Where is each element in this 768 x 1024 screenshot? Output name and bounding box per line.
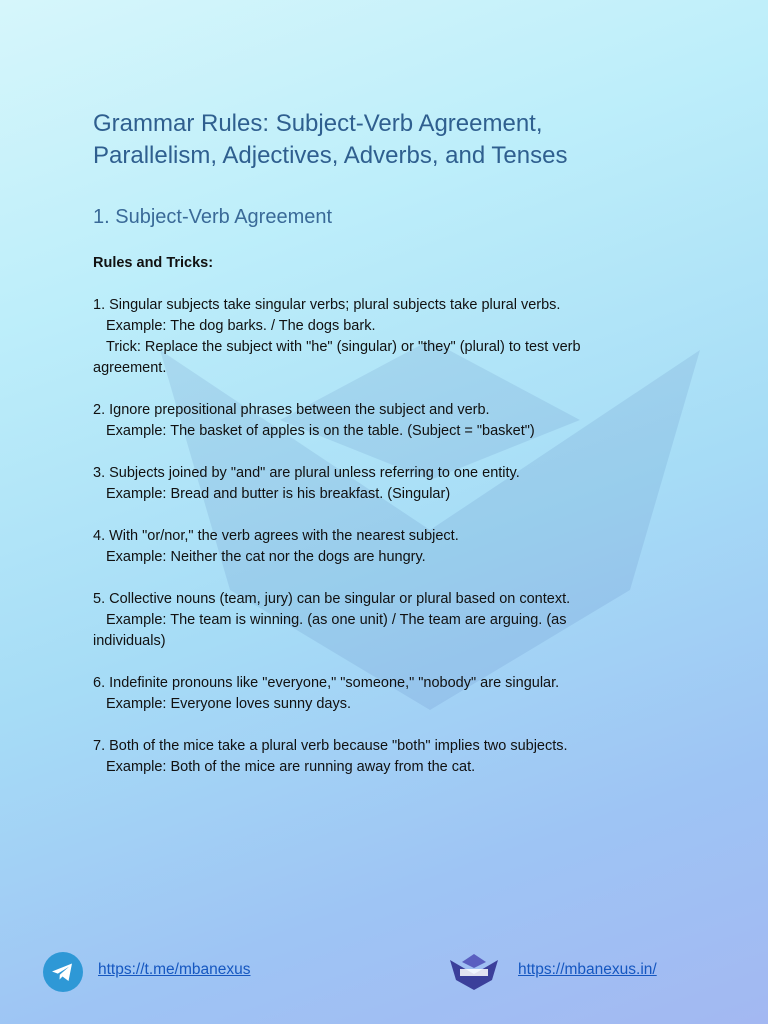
section-heading: 1. Subject-Verb Agreement bbox=[93, 206, 333, 228]
rule-example: Example: Both of the mice are running away from the cat. bbox=[106, 759, 476, 775]
website-link[interactable]: https://mbanexus.in/ bbox=[518, 961, 657, 978]
rule-3 bbox=[93, 463, 673, 505]
rule-1 bbox=[93, 295, 673, 379]
rule-example-continued: individuals) bbox=[93, 633, 166, 649]
rule-5 bbox=[93, 589, 673, 652]
rule-6 bbox=[93, 673, 673, 715]
rule-2 bbox=[93, 400, 673, 442]
mba-nexus-logo[interactable] bbox=[448, 952, 500, 992]
rule-example: Example: The team is winning. (as one unit) / The team are arguing. (as bbox=[106, 612, 567, 628]
rule-example: Example: Neither the cat nor the dogs are hungry. bbox=[106, 549, 426, 565]
rule-trick: Trick: Replace the subject with "he" (singular) or "they" (plural) to test verb bbox=[106, 339, 581, 355]
rule-text: 6. Indefinite pronouns like "everyone," "someone," "nobody" are singular. bbox=[93, 675, 560, 691]
footer bbox=[0, 950, 768, 994]
rule-7 bbox=[93, 736, 673, 778]
rule-example: Example: The basket of apples is on the table. (Subject = "basket") bbox=[106, 423, 535, 439]
rule-text: 2. Ignore prepositional phrases between the subject and verb. bbox=[93, 402, 490, 418]
page-title bbox=[93, 108, 713, 172]
rule-example: Example: Everyone loves sunny days. bbox=[106, 696, 352, 712]
rule-text: 3. Subjects joined by "and" are plural unless referring to one entity. bbox=[93, 465, 520, 481]
rules-label: Rules and Tricks: bbox=[93, 255, 214, 271]
rule-example: Example: Bread and butter is his breakfast. (Singular) bbox=[106, 486, 451, 502]
telegram-link[interactable]: https://t.me/mbanexus bbox=[98, 961, 251, 978]
rule-text: 5. Collective nouns (team, jury) can be singular or plural based on context. bbox=[93, 591, 571, 607]
rules-content bbox=[93, 253, 673, 799]
rule-4 bbox=[93, 526, 673, 568]
telegram-icon[interactable] bbox=[43, 952, 83, 992]
page-title-line-1: Grammar Rules: Subject-Verb Agreement, bbox=[93, 110, 543, 137]
rule-example: Example: The dog barks. / The dogs bark. bbox=[106, 318, 376, 334]
rule-text: 4. With "or/nor," the verb agrees with the nearest subject. bbox=[93, 528, 459, 544]
rule-text: 1. Singular subjects take singular verbs; plural subjects take plural verbs. bbox=[93, 297, 561, 313]
rule-trick-continued: agreement. bbox=[93, 360, 167, 376]
page-title-line-2: Parallelism, Adjectives, Adverbs, and Tenses bbox=[93, 142, 568, 169]
rule-text: 7. Both of the mice take a plural verb because "both" implies two subjects. bbox=[93, 738, 568, 754]
